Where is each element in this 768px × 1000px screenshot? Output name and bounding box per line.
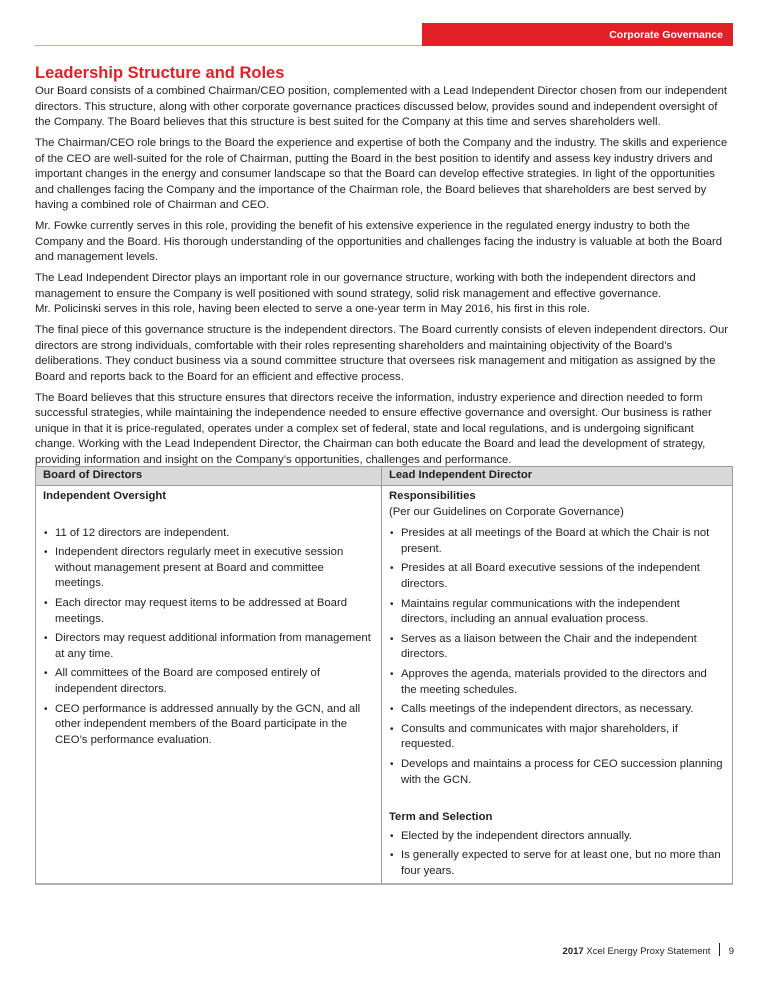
list-item: • Each director may request items to be addressed at Board meetings. [43, 596, 374, 627]
footer-publication: Xcel Energy Proxy Statement [586, 946, 711, 957]
list-item: • Serves as a liaison between the Chair and the independent directors. [389, 632, 725, 663]
responsibilities-heading: Responsibilities [389, 490, 476, 502]
column-header-board: Board of Directors [36, 467, 382, 486]
list-item: • Presides at all Board executive sessions of the independent directors. [389, 561, 725, 592]
table-body-row [36, 486, 733, 885]
lead-director-text: The Lead Independent Director plays an important role in our governance structure, working with both the independent directors and management to ensure the Company is well positioned with sound strategy, solid risk management and effective governance. [35, 272, 696, 300]
column-header-lead-director: Lead Independent Director [382, 467, 733, 486]
paragraph-structure-summary: The Board believes that this structure ensures that directors receive the information, industry experience and direction needed to form successful strategies, while maintaining the independence needed to ensure effective governance and oversight. Our business is rather unique in that it is price-regulated, operates under a complex set of federal, state and local regulations, and is undergoing significant change. Working with the Lead Independent Director, the Chairman can both educate the Board and lead the development of strategy, providing information and insight on the Company’s opportunities, challenges and performance. [35, 391, 712, 466]
body-text [35, 84, 735, 474]
list-item: • All committees of the Board are composed entirely of independent directors. [43, 666, 374, 697]
board-cell [36, 486, 382, 885]
oversight-list [43, 526, 374, 749]
list-item: • Independent directors regularly meet in executive session without management present at Board and committee meetings. [43, 545, 374, 592]
list-item: • CEO performance is addressed annually by the GCN, and all other independent members of the Board participate in the CEO’s performance evaluation. [43, 702, 374, 749]
list-item: • Approves the agenda, materials provided to the directors and the meeting schedules. [389, 667, 725, 698]
section-header-bar [422, 23, 733, 46]
list-item: • Directors may request additional information from management at any time. [43, 631, 374, 662]
governance-table [35, 466, 733, 885]
list-item: • Calls meetings of the independent directors, as necessary. [389, 702, 725, 718]
responsibilities-list [389, 526, 725, 788]
list-item: • Consults and communicates with major shareholders, if requested. [389, 722, 725, 753]
lead-director-cell [382, 486, 733, 885]
paragraph-chairman-ceo: The Chairman/CEO role brings to the Board the experience and expertise of both the Company and the industry. The skills and experience of the CEO are well-suited for the role of Chairman, putting the Board in the best position to identify and assess key industry drivers and important changes in the energy and consumer landscape so that the Board can develop effective strategies. In light of the opportunities and challenges facing the Company and the importance of the Chairman role, the Board believes that shareholders are best served by having a combined role of Chairman and CEO. [35, 136, 728, 212]
policinski-text: Mr. Policinski serves in this role, having been elected to serve a one-year term in May 2016, his first in this role. [35, 303, 591, 316]
list-item: • Presides at all meetings of the Board at which the Chair is not present. [389, 526, 725, 557]
paragraph-intro: Our Board consists of a combined Chairman/CEO position, complemented with a Lead Independent Director chosen from our independent directors. This structure, along with other corporate governance practices discussed below, provides sound and independent oversight of the Company. The Board believes that this structure is best suited for the Company at this time and serves shareholders well. [35, 85, 728, 129]
footer-divider [719, 943, 720, 956]
header-rule [35, 45, 423, 46]
term-selection-list [389, 829, 725, 880]
page-footer [520, 943, 734, 957]
footer-year: 2017 [562, 946, 584, 957]
list-item: • Develops and maintains a process for CEO succession planning with the GCN. [389, 757, 725, 788]
term-selection-heading: Term and Selection [389, 811, 493, 824]
page-number: 9 [728, 946, 734, 957]
section-label: Corporate Governance [609, 29, 723, 41]
list-item: • Is generally expected to serve for at least one, but no more than four years. [389, 848, 725, 879]
page-title: Leadership Structure and Roles [35, 64, 285, 82]
list-item: • Elected by the independent directors annually. [389, 829, 725, 845]
table-header-row [36, 467, 733, 486]
list-item: • Maintains regular communications with the independent directors, including an annual evaluation process. [389, 597, 725, 628]
list-item: • 11 of 12 directors are independent. [43, 526, 374, 542]
paragraph-lead-director [35, 271, 735, 318]
independent-oversight-heading: Independent Oversight [43, 490, 167, 502]
paragraph-fowke: Mr. Fowke currently serves in this role, providing the benefit of his extensive experience in the regulated energy industry to both the Company and the Board. His thorough understanding of the opportunities and challenges facing the industry is valuable at both the Board and management levels. [35, 220, 723, 264]
paragraph-independent-directors: The final piece of this governance structure is the independent directors. The Board currently consists of eleven independent directors. Our directors are strong individuals, comfortable with their roles representing shareholders and maintaining objectivity of the Board’s deliberations. They conduct business via a sound committee structure that oversees risk management and mitigation as assigned by the Board and reports back to the Board for an efficient and effective process. [35, 324, 729, 383]
responsibilities-note: (Per our Guidelines on Corporate Governance) [389, 505, 624, 518]
